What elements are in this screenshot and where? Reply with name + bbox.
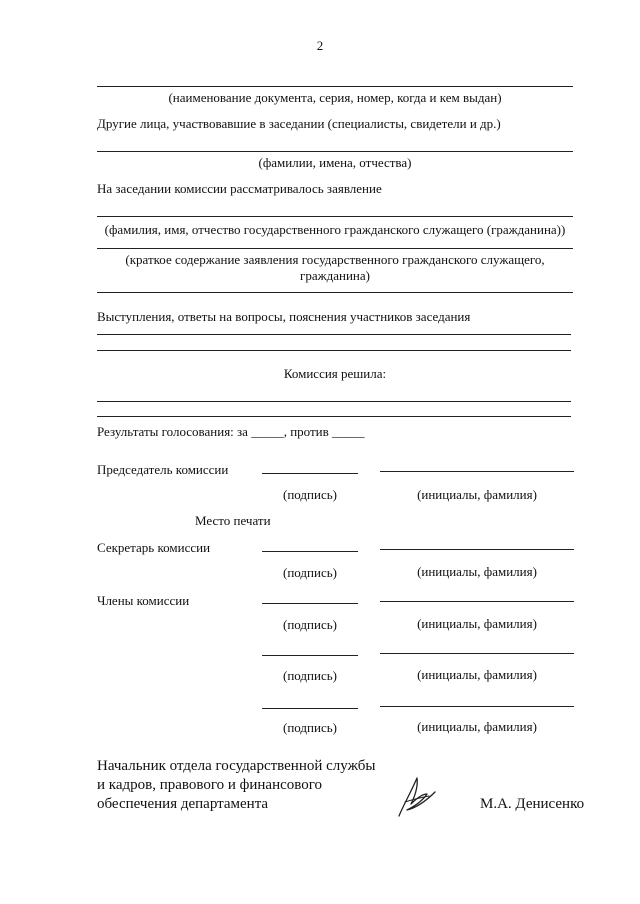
member-3-name-line (380, 706, 574, 707)
vote-results (97, 424, 365, 439)
other-persons-label: Другие лица, участвовавшие в заседании (специалисты, свидетели и др.) (97, 116, 501, 131)
member-2-signature-line (262, 655, 358, 656)
secretary-label: Секретарь комиссии (97, 540, 211, 555)
speeches-label: Выступления, ответы на вопросы, пояснения участников заседания (97, 309, 471, 324)
statement-name-line (97, 216, 573, 217)
secretary-signature-line (262, 551, 358, 552)
chairman-label: Председатель комиссии (97, 462, 229, 477)
members-label: Члены комиссии (97, 593, 190, 608)
statement-summary-line (97, 248, 573, 249)
speeches-line-2 (97, 350, 571, 351)
decision-line-1 (97, 401, 571, 402)
chairman-name-caption: (инициалы, фамилия) (417, 487, 537, 502)
member-1-signature-caption: (подпись) (283, 617, 337, 632)
footer-position-line-1: Начальник отдела государственной службы (97, 758, 376, 774)
page-number: 2 (316, 38, 324, 53)
member-3-signature-caption: (подпись) (283, 720, 337, 735)
member-2-name-caption: (инициалы, фамилия) (417, 667, 537, 682)
document-caption: (наименование документа, серия, номер, когда и кем выдан) (168, 90, 502, 105)
member-1-name-caption: (инициалы, фамилия) (417, 616, 537, 631)
chairman-name-line (380, 471, 574, 472)
footer-position-line-3: обеспечения департамента (97, 796, 269, 812)
statement-summary-caption: (краткое содержание заявления государственного гражданского служащего, гражданина) (125, 252, 545, 283)
member-1-signature-line (262, 603, 358, 604)
vote-prefix: Результаты голосования: за (97, 424, 248, 439)
member-2-signature-caption: (подпись) (283, 668, 337, 683)
secretary-name-line (380, 549, 574, 550)
member-3-signature-line (262, 708, 358, 709)
chairman-signature-line (262, 473, 358, 474)
signer-name: М.А. Денисенко (480, 796, 585, 812)
vote-against-blank: _____ (332, 424, 365, 439)
vote-for-blank: _____ (251, 424, 284, 439)
other-persons-caption: (фамилии, имена, отчества) (258, 155, 412, 170)
decision-label: Комиссия решила: (283, 366, 387, 381)
member-1-name-line (380, 601, 574, 602)
seal-label: Место печати (195, 513, 271, 528)
document-field-line (97, 86, 573, 87)
chairman-signature-caption: (подпись) (283, 487, 337, 502)
other-persons-line (97, 151, 573, 152)
secretary-signature-caption: (подпись) (283, 565, 337, 580)
speeches-line-1 (97, 334, 571, 335)
secretary-name-caption: (инициалы, фамилия) (417, 564, 537, 579)
member-2-name-line (380, 653, 574, 654)
handwritten-signature (393, 772, 439, 820)
decision-line-2 (97, 416, 571, 417)
statement-extra-line (97, 292, 573, 293)
footer-position-line-2: и кадров, правового и финансового (97, 777, 323, 793)
statement-label: На заседании комиссии рассматривалось заявление (97, 181, 382, 196)
statement-name-caption: (фамилия, имя, отчество государственного гражданского служащего (гражданина)) (104, 222, 566, 237)
member-3-name-caption: (инициалы, фамилия) (417, 719, 537, 734)
vote-against-label: , против (283, 424, 329, 439)
